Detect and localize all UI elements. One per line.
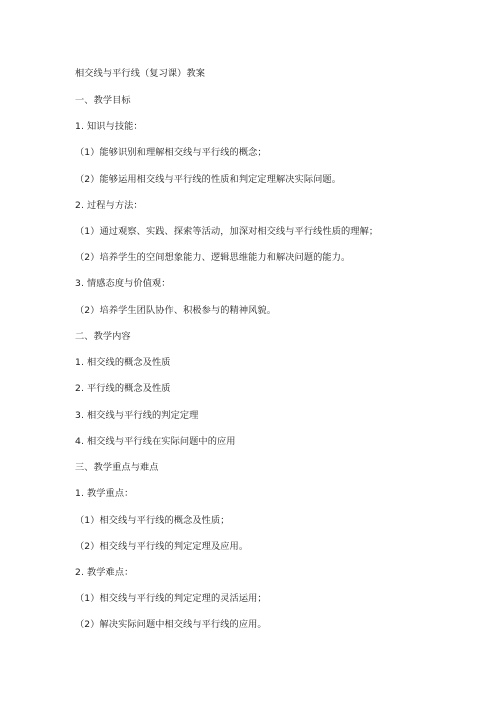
list-item: 4. 相交线与平行线在实际问题中的应用 [75,436,236,447]
section-heading: 三、教学重点与难点 [75,462,159,473]
subsection-heading: 2. 过程与方法： [75,200,143,211]
list-item: （1）通过观察、实践、探索等活动，加深对相交线与平行线性质的理解； [75,226,379,237]
list-item: （2）培养学生的空间想象能力、逻辑思维能力和解决问题的能力。 [75,252,351,263]
subsection-heading: 2. 教学难点： [75,567,134,578]
list-item: （2）解决实际问题中相交线与平行线的应用。 [75,619,267,630]
list-item: （2）相交线与平行线的判定定理及应用。 [75,541,249,552]
list-item: 3. 相交线与平行线的判定定理 [75,410,199,421]
list-item: 2. 平行线的概念及性质 [75,383,171,394]
section-heading: 一、教学目标 [75,95,131,106]
list-item: （1）能够识别和理解相交线与平行线的概念； [75,147,267,158]
list-item: （1）相交线与平行线的判定定理的灵活运用； [75,593,267,604]
document-title: 相交线与平行线（复习课）教案 [75,68,206,79]
subsection-heading: 1. 教学重点： [75,488,134,499]
list-item: （2）能够运用相交线与平行线的性质和判定定理解决实际问题。 [75,174,341,185]
subsection-heading: 3. 情感态度与价值观： [75,278,171,289]
list-item: （2）培养学生团队协作、积极参与的精神风貌。 [75,305,276,316]
section-heading: 二、教学内容 [75,331,131,342]
subsection-heading: 1. 知识与技能： [75,121,143,132]
list-item: 1. 相交线的概念及性质 [75,357,171,368]
list-item: （1）相交线与平行线的概念及性质； [75,515,230,526]
